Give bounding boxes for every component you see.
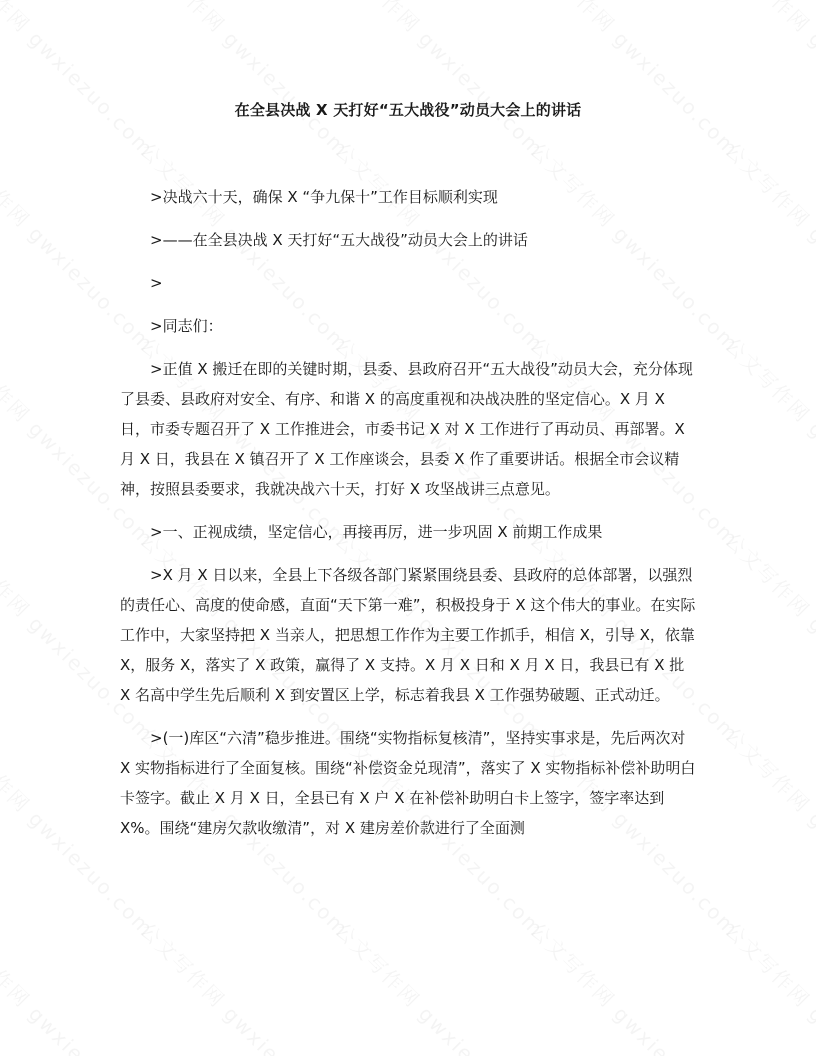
paragraph: >正值 X 搬迁在即的关键时期，县委、县政府召开“五大战役”动员大会，充分体现了县委、县政府对安全、有序、和谐 X 的高度重视和决战决胜的坚定信心。X 月 X 日，市委专题召开了 X 工作推进会，市委书记 X 对 X 工作进行了再动员、再部署。X 月 X 日，我县在 X 镇召开了 X 工作座谈会，县委 X 作了重要讲话。根据全市会议精神，按照县委要求，我就决战六十天，打好 X 攻坚战讲三点意见。: [120, 360, 693, 498]
watermark-text: [719, 525, 816, 747]
watermark-text: [134, 0, 356, 162]
paragraph: >(一)库区“六清”稳步推进。围绕“实物指标复核清”，坚持实事求是，先后两次对 X 实物指标进行了全面复核。围绕“补偿资金兑现清”，落实了 X 实物指标补偿补助明白卡签字。截止 X 月 X 日，全县已有 X 户 X 在补偿补助明白卡上签字，签字率达到 X%。围绕“建房欠款收缴清”，对 X 建房差价款进行了全面测: [120, 729, 696, 837]
watermark-text: [719, 135, 816, 357]
watermark-text: [719, 720, 816, 942]
watermark-text: [719, 0, 816, 162]
watermark-text: [329, 0, 551, 162]
paragraph: >: [150, 274, 163, 292]
watermark-text: [524, 915, 746, 1056]
watermark-text: [719, 915, 816, 1056]
watermark-text: [134, 915, 356, 1056]
paragraph: >——在全县决战 X 天打好“五大战役”动员大会上的讲话: [150, 231, 528, 249]
watermark-text: [719, 330, 816, 552]
watermark-text: [329, 915, 551, 1056]
paragraph: >决战六十天，确保 X “争九保十”工作目标顺利实现: [150, 188, 498, 206]
watermark-text: [524, 0, 746, 162]
paragraph: >同志们：: [150, 317, 223, 335]
document-title: 在全县决战 X 天打好“五大战役”动员大会上的讲话: [234, 101, 582, 119]
watermark-text: [0, 0, 162, 162]
paragraph: >一、正视成绩，坚定信心，再接再厉，进一步巩固 X 前期工作成果: [150, 523, 603, 541]
paragraph: >X 月 X 日以来，全县上下各级各部门紧紧围绕县委、县政府的总体部署，以强烈的责任心、高度的使命感，直面“天下第一难”，积极投身于 X 这个伟大的事业。在实际工作中，大家坚持把 X 当亲人，把思想工作作为主要工作抓手，相信 X，引导 X，依靠 X，服务 X，落实了 X 政策，赢得了 X 支持。X 月 X 日和 X 月 X 日，我县已有 X 批 X 名高中学生先后顺利 X 到安置区上学，标志着我县 X 工作强势破题、正式动迁。: [120, 566, 696, 704]
watermark-text: [0, 915, 162, 1056]
document-body: [120, 182, 696, 856]
